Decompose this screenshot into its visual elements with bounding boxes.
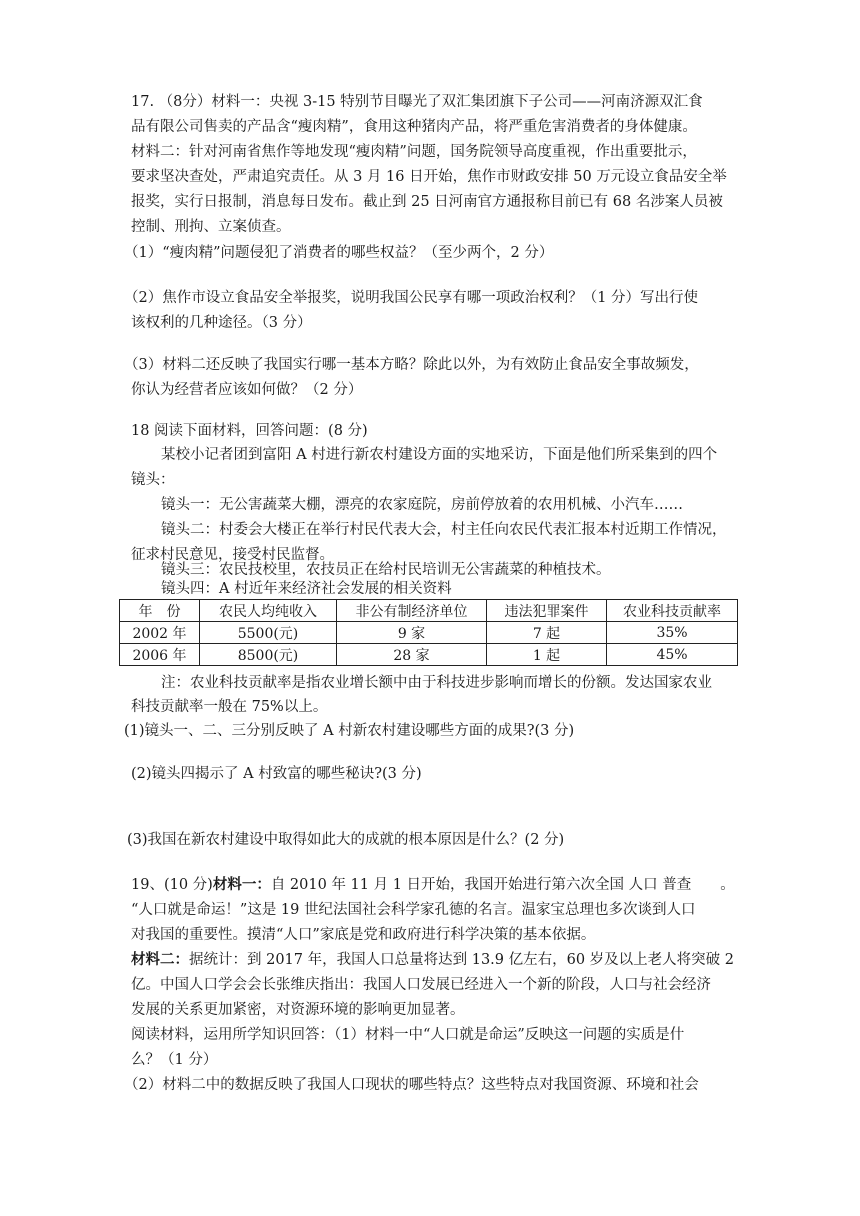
table-cell: 2006 年 — [120, 644, 200, 666]
table-cell: 1 起 — [487, 644, 607, 666]
q17-sub-question-3-line-1: （3）材料二还反映了我国实行哪一基本方略？除此以外，为有效防止食品安全事故频发， — [124, 357, 699, 373]
q19-line-1-text: 自 2010 年 11 月 1 日开始，我国开始进行第六次全国 人口 普查 。 — [270, 877, 735, 893]
q18-note-line-1: 注：农业科技贡献率是指农业增长额中由于科技进步影响而增长的份额。发达国家农业 — [161, 675, 712, 691]
q19-line-8: 么？（1 分） — [131, 1052, 218, 1068]
table-cell: 45% — [607, 644, 738, 666]
q18-intro-line-2: 镜头： — [131, 472, 175, 488]
q18-header: 18 阅读下面材料，回答问题：(8 分) — [131, 423, 368, 439]
village-data-table — [119, 599, 738, 666]
q19-material-1-label: 材料一： — [212, 876, 271, 893]
q17-line-6: 控制、刑拘、立案侦查。 — [131, 219, 291, 235]
q19-line-1 — [131, 875, 735, 895]
q18-sub-question-1: (1)镜头一、二、三分别反映了 A 村新农村建设哪些方面的成果?(3 分) — [124, 723, 575, 739]
q19-number: 19、(10 分) — [131, 877, 213, 893]
q18-intro-line-1: 某校小记者团到富阳 A 村进行新农村建设方面的实地采访，下面是他们所采集到的四个 — [161, 447, 718, 463]
q19-line-2: “人口就是命运！”这是 19 世纪法国社会科学家孔德的名言。温家宝总理也多次谈到人口 — [131, 902, 696, 918]
q19-line-5: 亿。中国人口学会会长张维庆指出：我国人口发展已经进入一个新的阶段，人口与社会经济 — [131, 977, 711, 993]
q17-sub-question-2-line-2: 该权利的几种途径。（3 分） — [131, 315, 312, 331]
table-header-cell: 年 份 — [120, 600, 200, 622]
table-row — [120, 622, 738, 644]
table-cell: 2002 年 — [120, 622, 200, 644]
q18-shot-4: 镜头四：A 村近年来经济社会发展的相关资料 — [161, 581, 452, 597]
table-row — [120, 644, 738, 666]
q18-note-line-2: 科技贡献率一般在 75%以上。 — [131, 699, 328, 715]
q18-sub-question-2: (2)镜头四揭示了 A 村致富的哪些秘诀?(3 分) — [131, 766, 422, 782]
q19-line-7: 阅读材料，运用所学知识回答：（1）材料一中“人口就是命运”反映这一问题的实质是什 — [131, 1027, 685, 1043]
q17-sub-question-1: （1）“瘦肉精”问题侵犯了消费者的哪些权益？（至少两个，2 分） — [124, 245, 554, 261]
q17-sub-question-2-line-1: （2）焦作市设立食品安全举报奖，说明我国公民享有哪一项政治权利？（1 分）写出行使 — [124, 290, 699, 306]
table-header-row — [120, 600, 738, 622]
q19-line-4-text: 据统计：到 2017 年，我国人口总量将达到 13.9 亿左右，60 岁及以上老人将突破 2 — [189, 952, 735, 968]
q18-shot-1: 镜头一：无公害蔬菜大棚，漂亮的农家庭院，房前停放着的农用机械、小汽车…… — [161, 497, 683, 513]
q17-line-1: 17. （8分）材料一：央视 3-15 特别节目曝光了双汇集团旗下子公司——河南济源双汇食 — [131, 94, 703, 110]
q19-sub-question-2: （2）材料二中的数据反映了我国人口现状的哪些特点？这些特点对我国资源、环境和社会 — [124, 1077, 699, 1093]
q17-line-3: 材料二：针对河南省焦作等地发现“瘦肉精”问题，国务院领导高度重视，作出重要批示， — [131, 144, 697, 160]
q17-line-4: 要求坚决查处，严肃追究责任。从 3 月 16 日开始，焦作市财政安排 50 万元设立食品安全举 — [131, 169, 727, 185]
table-cell: 9 家 — [337, 622, 487, 644]
q18-shot-2-line-1: 镜头二：村委会大楼正在举行村民代表大会，村主任向农民代表汇报本村近期工作情况， — [161, 522, 727, 538]
q18-shot-3: 镜头三：农民技校里，农技员正在给村民培训无公害蔬菜的种植技术。 — [161, 562, 611, 578]
q19-line-4 — [131, 950, 734, 970]
table-cell: 7 起 — [487, 622, 607, 644]
table-cell: 35% — [607, 622, 738, 644]
q17-sub-question-3-line-2: 你认为经营者应该如何做？（2 分） — [131, 382, 363, 398]
table-header-cell: 农业科技贡献率 — [607, 600, 738, 622]
q19-line-3: 对我国的重要性。摸清“人口”家底是党和政府进行科学决策的基本依据。 — [131, 927, 596, 943]
q18-shot-2-line-2: 征求村民意见，接受村民监督。 — [131, 547, 334, 563]
table-header-cell: 农民人均纯收入 — [200, 600, 337, 622]
q19-material-2-label: 材料二： — [131, 951, 189, 968]
q19-line-6: 发展的关系更加紧密，对资源环境的影响更加显著。 — [131, 1002, 465, 1018]
table-cell: 8500(元) — [200, 644, 337, 666]
q17-line-2: 品有限公司售卖的产品含“瘦肉精”，食用这种猪肉产品，将严重危害消费者的身体健康。 — [131, 119, 697, 135]
q18-sub-question-3: (3)我国在新农村建设中取得如此大的成就的根本原因是什么？(2 分) — [127, 832, 565, 848]
q17-line-5: 报奖，实行日报制，消息每日发布。截止到 25 日河南官方通报称目前已有 68 名涉案人员被 — [131, 194, 723, 210]
table-cell: 28 家 — [337, 644, 487, 666]
table-cell: 5500(元) — [200, 622, 337, 644]
table-header-cell: 非公有制经济单位 — [337, 600, 487, 622]
table-header-cell: 违法犯罪案件 — [487, 600, 607, 622]
